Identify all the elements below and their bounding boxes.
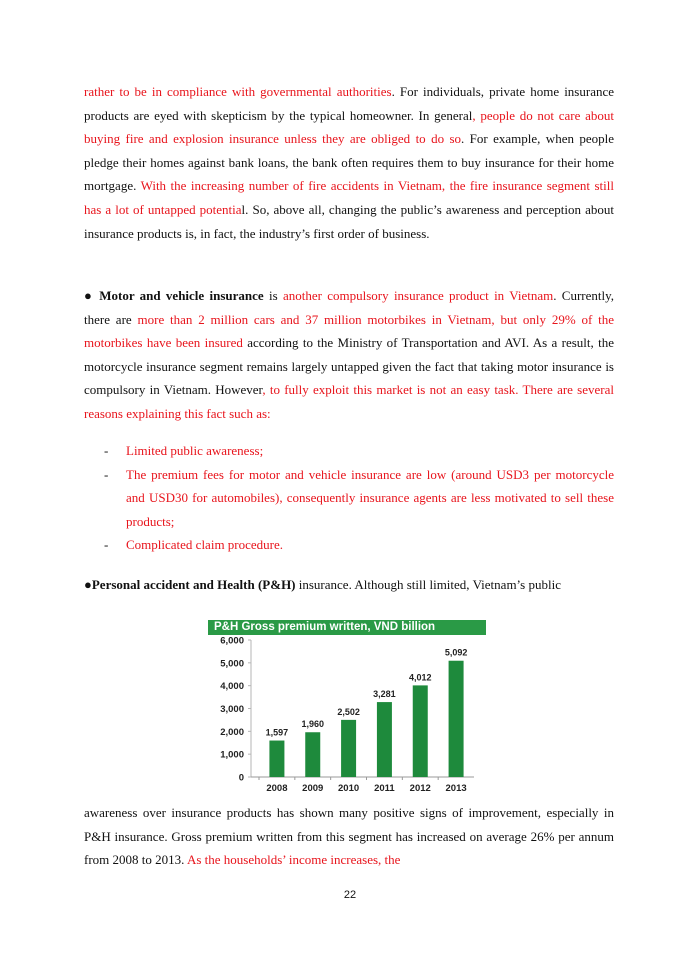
text-normal: . For individuals, private home insurance products are eyed with skepticism by the typical homeowner. In general (84, 84, 615, 123)
text-highlight: another compulsory insurance product in Vietnam (282, 288, 554, 303)
paragraph-motor-insurance (84, 284, 614, 426)
text-highlight: , people do not care about buying fire and explosion insurance unless they are obliged to do so (84, 107, 614, 147)
bar (305, 732, 320, 777)
bar-value-label: 5,092 (444, 647, 468, 658)
text-normal: insurance. Although still limited, Vietnam’s public (298, 577, 561, 592)
x-tick-label: 2013 (445, 783, 467, 794)
bar (449, 661, 464, 777)
text-normal: is (268, 288, 278, 303)
x-tick-label: 2010 (338, 783, 360, 794)
page-number: 22 (343, 889, 357, 901)
x-tick-label: 2011 (374, 783, 395, 794)
y-tick-label: 1,000 (220, 749, 244, 761)
chart-title: P&H Gross premium written, VND billion (214, 621, 436, 633)
y-tick-label: 3,000 (220, 704, 244, 715)
paragraph-ph-awareness (84, 801, 614, 872)
y-tick-label: 5,000 (220, 658, 244, 670)
bar-value-label: 2,502 (337, 706, 360, 717)
y-tick-label: 2,000 (220, 726, 244, 738)
text-normal: according to the Ministry of Transportation and AVI. As a result, the motorcycle insurance segment remains largely untapped given the fact that taking motor insurance is compulsory in Vietnam. However (84, 335, 615, 398)
text-normal: l. So, above all, changing the public’s awareness and perception about insurance products is, in fact, the industry’s first order of business. (84, 201, 614, 241)
list-item (104, 439, 614, 463)
chart-title-bar (208, 620, 486, 635)
x-tick-label: 2008 (266, 783, 288, 794)
bar (269, 741, 284, 777)
chart-plot (208, 635, 490, 798)
reasons-list (104, 439, 614, 557)
bar-value-label: 4,012 (408, 672, 432, 683)
dash-marker: - (104, 466, 109, 482)
y-tick-label: 0 (238, 772, 244, 784)
y-tick-label: 4,000 (220, 681, 244, 693)
bar-value-label: 1,597 (265, 727, 289, 738)
list-item-text: The premium fees for motor and vehicle insurance are low (around USD3 per motorcycle and USD30 for automobiles), consequently insurance agents are less motivated to sell these products; (126, 466, 614, 529)
text-highlight: With the increasing number of fire accidents in Vietnam, the fire insurance segment still has a lot of untapped potentia (84, 178, 615, 217)
bullet-icon: ● (84, 577, 92, 592)
paragraph-fire-insurance (84, 80, 614, 245)
list-item (104, 533, 614, 557)
bar (377, 702, 392, 777)
section-heading: Motor and vehicle insurance (99, 288, 264, 303)
y-tick-label: 6,000 (220, 635, 244, 647)
text-normal: . Currently, there are (84, 288, 615, 327)
bullet-icon: ● (84, 288, 94, 303)
paragraph-ph-insurance (84, 573, 614, 597)
bar (341, 720, 356, 777)
x-tick-label: 2012 (409, 783, 431, 794)
text-highlight: , to fully exploit this market is not an easy task. There are several reasons explaining this fact such as: (84, 382, 614, 421)
text-highlight: As the households’ income increases, the (186, 852, 401, 868)
text-normal: awareness over insurance products has shown many positive signs of improvement, especially in P&H insurance. Gross premium written from this segment has increased on average 26% per annum from 2008 to 2013. (84, 805, 614, 868)
list-item-text: Complicated claim procedure. (126, 537, 284, 553)
ph-premium-chart (208, 620, 490, 798)
list-item (104, 463, 614, 534)
text-normal: . For example, when people pledge their homes against bank loans, the bank often requires them to buy insurance for their home mortgage. (84, 131, 615, 194)
dash-marker: - (104, 537, 109, 553)
x-tick-label: 2009 (302, 783, 324, 794)
bar-value-label: 1,960 (301, 719, 325, 730)
bar (413, 685, 428, 777)
section-heading: Personal accident and Health (P&H) (91, 577, 296, 592)
text-highlight: rather to be in compliance with governmental authorities (84, 84, 392, 99)
text-highlight: more than 2 million cars and 37 million motorbikes in Vietnam, but only 29% of the motorbikes have been insured (84, 311, 615, 351)
list-item-text: Limited public awareness; (126, 443, 264, 458)
bar-value-label: 3,281 (373, 689, 396, 700)
dash-marker: - (104, 443, 109, 458)
